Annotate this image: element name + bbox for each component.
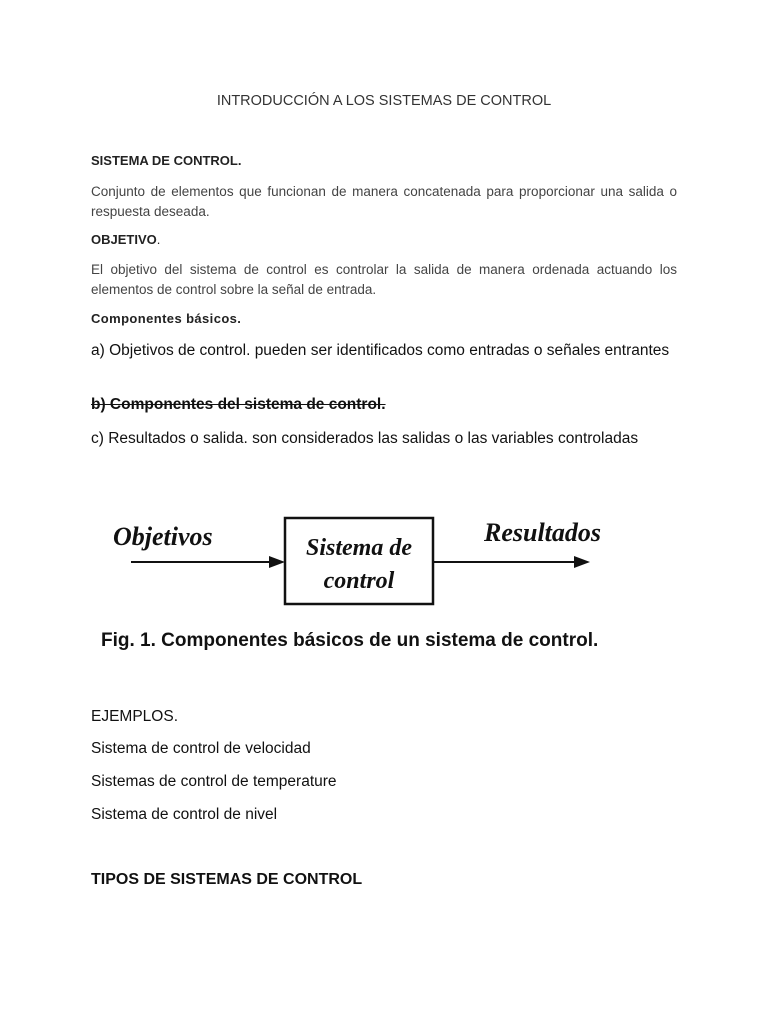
examples-heading: EJEMPLOS. (91, 708, 178, 725)
control-system-block-diagram (98, 505, 638, 665)
figure-output-label: Resultados (484, 518, 602, 547)
objetivo-heading-period: . (156, 232, 161, 247)
example-item: Sistemas de control de temperature (91, 773, 337, 790)
figure-input-label: Objetivos (113, 522, 213, 551)
document-title: INTRODUCCIÓN A LOS SISTEMAS DE CONTROL (216, 93, 552, 109)
component-item-c: c) Resultados o salida. son considerados las salidas o las variables controladas (91, 430, 639, 447)
section-heading-sistema: SISTEMA DE CONTROL. (91, 153, 242, 168)
system-block-line2: control (323, 568, 395, 594)
component-item-a: a) Objetivos de control. pueden ser identificados como entradas o señales entrantes (91, 342, 670, 359)
section-text-sistema: Conjunto de elementos que funcionan de manera concatenada para proporcionar una salida o respuesta deseada. (91, 184, 677, 219)
output-arrow-head (574, 556, 590, 568)
system-block-line1: Sistema de (306, 535, 412, 561)
example-item: Sistema de control de nivel (91, 806, 278, 823)
tipos-heading: TIPOS DE SISTEMAS DE CONTROL (91, 871, 363, 888)
section-heading-objetivo (91, 232, 160, 247)
section-text-objetivo: El objetivo del sistema de control es controlar la salida de manera ordenada actuando los elementos de control sobre la señal de entrada. (91, 262, 677, 297)
section-heading-componentes: Componentes básicos. (91, 311, 242, 326)
figure-caption: Fig. 1. Componentes básicos de un sistema de control. (101, 630, 599, 651)
component-item-b: b) Componentes del sistema de control. (91, 396, 386, 413)
input-arrow-head (269, 556, 285, 568)
example-item: Sistema de control de velocidad (91, 740, 311, 757)
objetivo-heading-text: OBJETIVO (91, 232, 157, 247)
